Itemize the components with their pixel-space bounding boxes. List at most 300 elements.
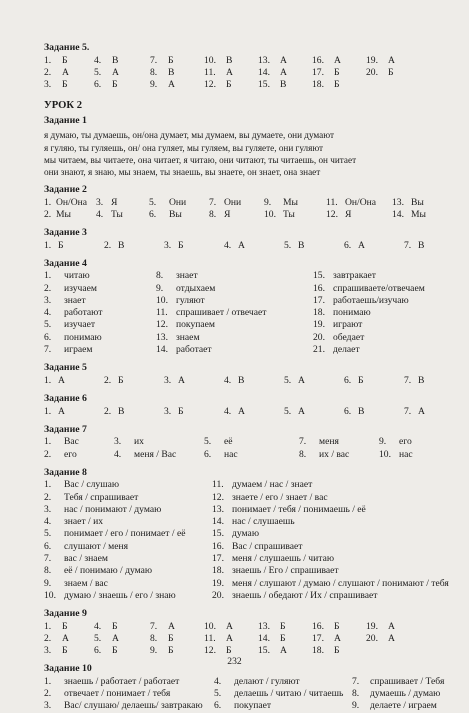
answer-value: завтракает	[333, 270, 376, 282]
answer-value: А	[358, 239, 365, 251]
item-number: 7.	[150, 620, 158, 632]
item-number: 4.	[114, 448, 122, 460]
answer-value: Б	[280, 620, 286, 632]
answer-value: Б	[112, 645, 118, 657]
task-1-section	[44, 115, 444, 178]
item-number: 11.	[204, 632, 216, 644]
answer-value: А	[226, 620, 233, 632]
item-number: 1.	[44, 374, 52, 386]
item-number: 17.	[312, 66, 324, 78]
item-number: 2.	[44, 208, 52, 220]
answer-value: знает	[64, 294, 86, 306]
item-number: 5.	[204, 436, 212, 448]
answer-value: меня / Вас	[134, 448, 177, 460]
answer-value: работает	[176, 343, 212, 355]
answer-value: понимаю	[64, 331, 102, 343]
item-number: 13.	[258, 620, 270, 632]
answer-value: спрашивает / отвечает	[176, 307, 267, 319]
item-number: 5.	[149, 196, 157, 208]
item-number: 4.	[44, 516, 52, 528]
item-number: 15.	[212, 528, 224, 540]
item-number: 5.	[94, 66, 102, 78]
task-1-line: они знают, я знаю, мы знаем, ты знаешь, вы знаете, он знает, она знает	[44, 166, 321, 177]
answer-value: Б	[62, 620, 68, 632]
answer-value: Вас	[64, 436, 79, 448]
answer-value: изучает	[64, 319, 96, 331]
task-9-section	[44, 608, 444, 657]
answer-value: работают	[64, 307, 103, 319]
item-number: 10.	[204, 54, 216, 66]
answer-value: А	[334, 54, 341, 66]
answer-value: Вас / слушаю	[64, 479, 120, 491]
answer-value: покупаем	[176, 319, 215, 331]
item-number: 8.	[150, 66, 158, 78]
answer-value: Они	[169, 196, 187, 208]
item-number: 8.	[156, 270, 164, 282]
item-number: 16.	[313, 282, 325, 294]
answer-value: знаем	[176, 331, 200, 343]
answer-value: знает / их	[64, 516, 104, 528]
item-number: 3.	[164, 374, 172, 386]
item-number: 21.	[313, 343, 325, 355]
item-number: 10.	[204, 620, 216, 632]
answer-value: Я	[345, 208, 352, 220]
task-4-title: Задание 4	[44, 257, 87, 269]
answer-value: В	[358, 405, 365, 417]
answer-value: В	[112, 54, 119, 66]
item-number: 14.	[156, 343, 168, 355]
task-2-answers	[44, 197, 444, 222]
answer-value: Ты	[111, 208, 123, 220]
item-number: 12.	[156, 319, 168, 331]
item-number: 7.	[352, 675, 360, 687]
task-6-title: Задание 6	[44, 393, 87, 405]
answer-value: А	[298, 374, 305, 386]
answer-value: её / понимаю / думаю	[64, 565, 153, 577]
answer-value: думаем / нас / знает	[232, 479, 313, 491]
answer-value: вас / знаем	[64, 553, 108, 564]
item-number: 7.	[404, 405, 412, 417]
task-10-answers	[44, 676, 444, 713]
item-number: 5.	[94, 632, 102, 644]
item-number: 9.	[352, 700, 360, 712]
task-3-section	[44, 227, 444, 252]
item-number: 1.	[44, 675, 52, 687]
item-number: 7.	[209, 196, 217, 208]
task-5b-answers	[44, 375, 444, 387]
answer-value: Б	[62, 54, 68, 66]
item-number: 3.	[44, 700, 52, 712]
task-9-answers	[44, 621, 444, 658]
item-number: 13.	[258, 54, 270, 66]
item-number: 3.	[44, 645, 52, 657]
item-number: 8.	[44, 565, 52, 577]
answer-value: А	[58, 405, 65, 417]
answer-value: Б	[388, 66, 394, 78]
item-number: 6.	[149, 208, 157, 220]
answer-value: В	[118, 239, 125, 251]
answer-value: Ты	[283, 208, 295, 220]
item-number: 6.	[344, 374, 352, 386]
item-number: 6.	[204, 448, 212, 460]
task-4-section	[44, 258, 444, 356]
answer-value: спрашивает / Тебя	[370, 675, 445, 687]
item-number: 2.	[44, 491, 52, 503]
item-number: 19.	[366, 620, 378, 632]
answer-value: меня / слушаешь / читаю	[232, 553, 335, 564]
item-number: 7.	[44, 343, 52, 355]
answer-value: знаем / вас	[64, 577, 108, 589]
item-number: 20.	[366, 66, 378, 78]
item-number: 5.	[44, 319, 52, 331]
task-3-title: Задание 3	[44, 227, 87, 239]
task-5b-section	[44, 362, 444, 387]
task-9-title: Задание 9	[44, 608, 87, 620]
task-8-section	[44, 466, 449, 602]
answer-value: думаю	[232, 528, 259, 540]
task-1-line: я гуляю, ты гуляешь, он/ она гуляет, мы гуляем, вы гуляете, они гуляют	[44, 142, 324, 153]
task-7-answers	[44, 436, 444, 461]
answer-value: их	[134, 436, 144, 448]
task-2-section	[44, 184, 444, 221]
answer-value: Они	[224, 196, 242, 208]
item-number: 1.	[44, 479, 52, 491]
item-number: 1.	[44, 54, 52, 66]
answer-value	[388, 79, 400, 91]
answer-value: В	[118, 405, 125, 417]
item-number: 5.	[284, 374, 292, 386]
answer-value: думаю / знаешь / его / знаю	[64, 589, 176, 601]
task-10-title: Задание 10	[44, 663, 92, 675]
answer-value: А	[62, 632, 69, 644]
answer-value: нас / слушаешь	[232, 516, 295, 528]
answer-value: спрашиваете/отвечаем	[333, 282, 425, 294]
item-number: 19.	[313, 319, 325, 331]
page-content	[44, 40, 449, 713]
answer-value: А	[238, 405, 245, 417]
item-number: 2.	[104, 239, 112, 251]
answer-value: А	[168, 620, 175, 632]
item-number: 4.	[224, 239, 232, 251]
task-1-text	[44, 129, 444, 178]
answer-value: Б	[226, 79, 232, 91]
item-number: 6.	[214, 700, 222, 712]
item-number: 8.	[209, 208, 217, 220]
answer-value: Вы	[169, 208, 182, 220]
answer-value: Он/Она	[345, 196, 377, 208]
answer-value: А	[388, 54, 395, 66]
item-number: 20.	[366, 632, 378, 644]
task-5-section	[44, 42, 444, 91]
answer-value: В	[418, 374, 425, 386]
item-number: 6.	[344, 405, 352, 417]
answer-value: делаешь / читаю / читаешь	[234, 688, 344, 700]
answer-value: В	[418, 239, 425, 251]
answer-value: понимаю	[333, 307, 371, 319]
item-number: 2.	[44, 688, 52, 700]
item-number: 15.	[258, 645, 270, 657]
item-number: 7.	[404, 374, 412, 386]
answer-value: А	[280, 54, 287, 66]
page-number: 232	[227, 656, 242, 667]
task-1-title: Задание 1	[44, 114, 87, 126]
item-number: 11.	[212, 479, 224, 491]
answer-value: Б	[62, 645, 68, 657]
answer-value: Я	[111, 196, 118, 208]
item-number: 5.	[44, 528, 52, 540]
answer-value: А	[238, 239, 245, 251]
answer-value: Б	[112, 79, 118, 91]
answer-value: покупает	[234, 700, 272, 712]
item-number: 13.	[392, 196, 404, 208]
item-number: 3.	[44, 294, 52, 306]
answer-value: понимает / тебя / понимаешь / её	[232, 503, 366, 515]
item-number: 2.	[44, 66, 52, 78]
answer-value: Б	[62, 79, 68, 91]
answer-value: делают / гуляют	[234, 675, 300, 687]
task-5-title: Задание 5.	[44, 42, 90, 53]
answer-value: обедает	[333, 331, 365, 343]
answer-value: А	[418, 405, 425, 417]
answer-value: её	[224, 436, 233, 448]
answer-value: В	[298, 239, 305, 251]
item-number: 12.	[326, 208, 338, 220]
answer-value: понимает / его / понимает / её	[64, 528, 186, 540]
item-number: 16.	[212, 540, 224, 552]
answer-value: Мы	[56, 208, 71, 220]
task-4-answers	[44, 270, 444, 356]
answer-value: Б	[112, 620, 118, 632]
task-1-line: мы читаем, вы читаете, она читает, я читаю, они читают, ты читаешь, он читает	[44, 154, 357, 165]
item-number: 5.	[214, 688, 222, 700]
answer-value: А	[334, 632, 341, 644]
answer-value: Б	[178, 405, 184, 417]
answer-value: Б	[168, 632, 174, 644]
item-number: 8.	[352, 688, 360, 700]
task-3-answers	[44, 240, 444, 252]
item-number: 16.	[312, 54, 324, 66]
answer-value: гуляют	[176, 294, 205, 306]
answer-value: А	[112, 66, 119, 78]
item-number: 17.	[312, 632, 324, 644]
answer-value: Б	[168, 645, 174, 657]
item-number: 11.	[156, 307, 168, 319]
answer-value: играют	[333, 319, 363, 331]
item-number: 2.	[44, 448, 52, 460]
item-number: 6.	[344, 239, 352, 251]
item-number: 18.	[312, 79, 324, 91]
answer-value: Б	[334, 79, 340, 91]
item-number: 10.	[379, 448, 391, 460]
answer-value: меня	[319, 436, 339, 448]
item-number: 18.	[313, 307, 325, 319]
item-number: 7.	[299, 436, 307, 448]
answer-value: Б	[358, 374, 364, 386]
item-number: 2.	[104, 374, 112, 386]
task-7-title: Задание 7	[44, 423, 87, 435]
answer-value: нас	[399, 448, 413, 460]
item-number: 10.	[44, 589, 56, 601]
item-number: 10.	[264, 208, 276, 220]
task-7-section	[44, 424, 444, 461]
item-number: 2.	[104, 405, 112, 417]
answer-value: нас	[224, 448, 238, 460]
item-number: 14.	[258, 66, 270, 78]
item-number: 15.	[313, 270, 325, 282]
answer-value: делаете / играем	[370, 700, 437, 712]
item-number	[366, 79, 388, 91]
item-number: 5.	[284, 405, 292, 417]
item-number: 3.	[114, 436, 122, 448]
item-number: 2.	[44, 282, 52, 294]
item-number: 4.	[96, 208, 104, 220]
answer-value: Б	[178, 239, 184, 251]
answer-value: Он/Она	[56, 196, 88, 208]
answer-value: Б	[118, 374, 124, 386]
task-10-section	[44, 663, 444, 712]
answer-value: А	[168, 79, 175, 91]
answer-value: Б	[334, 620, 340, 632]
item-number: 9.	[150, 79, 158, 91]
answer-value: В	[226, 54, 233, 66]
answer-value: знает	[176, 270, 198, 282]
item-number: 2.	[44, 632, 52, 644]
answer-value: В	[280, 79, 287, 91]
answer-value: А	[178, 374, 185, 386]
item-number: 10.	[156, 294, 168, 306]
item-number: 6.	[94, 645, 102, 657]
answer-value: отвечает / понимает / тебя	[64, 688, 171, 700]
answer-value: Тебя / спрашивает	[64, 491, 139, 503]
item-number: 9.	[264, 196, 272, 208]
answer-value: читаю	[64, 270, 90, 282]
answer-value: Мы	[283, 196, 298, 208]
item-number: 6.	[44, 331, 52, 343]
item-number: 9.	[379, 436, 387, 448]
answer-value: Б	[58, 239, 64, 251]
answer-value: В	[168, 66, 175, 78]
answer-value: знаешь / работает / работает	[64, 675, 180, 687]
answer-value: делает	[333, 343, 360, 355]
item-number: 1.	[44, 620, 52, 632]
item-number: 1.	[44, 436, 52, 448]
item-number: 3.	[164, 239, 172, 251]
lesson-title: УРОК 2	[44, 100, 83, 112]
item-number: 3.	[44, 503, 52, 515]
item-number: 13.	[156, 331, 168, 343]
answer-value: слушают / меня	[64, 540, 129, 552]
item-number: 17.	[313, 294, 325, 306]
item-number: 18.	[312, 645, 324, 657]
answer-value: знаешь / Его / спрашивает	[232, 565, 339, 577]
answer-value: Б	[168, 54, 174, 66]
item-number: 1.	[44, 239, 52, 251]
answer-value: Б	[334, 66, 340, 78]
task-6-section	[44, 393, 444, 418]
item-number: 4.	[224, 374, 232, 386]
answer-value: отдыхаем	[176, 282, 216, 294]
task-1-line: я думаю, ты думаешь, он/она думает, мы думаем, вы думаете, они думают	[44, 130, 335, 141]
item-number: 3.	[164, 405, 172, 417]
item-number: 4.	[94, 54, 102, 66]
answer-value: Б	[334, 645, 340, 657]
task-5-answers	[44, 55, 444, 92]
item-number: 1.	[44, 270, 52, 282]
item-number: 3.	[44, 79, 52, 91]
item-number: 15.	[258, 79, 270, 91]
answer-value: Б	[226, 645, 232, 657]
item-number: 13.	[212, 503, 224, 515]
answer-value: А	[58, 374, 65, 386]
answer-value: Вы	[411, 196, 424, 208]
answer-value: работаешь/изучаю	[333, 294, 409, 306]
answer-value: Вас/ слушаю/ делаешь/ завтракаю	[64, 700, 203, 712]
item-number: 9.	[150, 645, 158, 657]
item-number: 7.	[404, 239, 412, 251]
item-number: 20.	[212, 589, 224, 601]
answer-value: А	[226, 632, 233, 644]
answer-value: А	[280, 645, 287, 657]
answer-value: думаешь / думаю	[370, 688, 441, 700]
answer-value: А	[112, 632, 119, 644]
answer-value: Я	[224, 208, 231, 220]
item-number: 11.	[204, 66, 216, 78]
item-number: 17.	[212, 553, 224, 564]
answer-value: нас / понимают / думаю	[64, 503, 162, 515]
answer-value: его	[399, 436, 412, 448]
item-number: 4.	[214, 675, 222, 687]
answer-value: знаешь / обедают / Их / спрашивает	[232, 589, 378, 601]
answer-value: знаете / его / знает / вас	[232, 491, 328, 503]
item-number: 14.	[392, 208, 404, 220]
item-number: 4.	[224, 405, 232, 417]
answer-value: Мы	[411, 208, 426, 220]
item-number: 5.	[284, 239, 292, 251]
item-number: 18.	[212, 565, 224, 577]
item-number: 4.	[94, 620, 102, 632]
task-6-answers	[44, 406, 444, 418]
answer-value: А	[388, 620, 395, 632]
item-number: 19.	[212, 577, 224, 589]
item-number: 19.	[366, 54, 378, 66]
item-number: 12.	[212, 491, 224, 503]
item-number: 20.	[313, 331, 325, 343]
item-number: 8.	[299, 448, 307, 460]
item-number: 12.	[204, 645, 216, 657]
answer-value: А	[280, 66, 287, 78]
item-number: 9.	[44, 577, 52, 589]
item-number: 14.	[212, 516, 224, 528]
item-number: 11.	[326, 196, 338, 208]
answer-value: А	[226, 66, 233, 78]
answer-value: Вас / спрашивает	[232, 540, 303, 552]
item-number: 7.	[150, 54, 158, 66]
task-2-title: Задание 2	[44, 183, 87, 195]
task-8-answers	[44, 479, 449, 602]
answer-value: А	[388, 632, 395, 644]
answer-value: А	[298, 405, 305, 417]
item-number: 14.	[258, 632, 270, 644]
answer-value: В	[238, 374, 245, 386]
item-number: 12.	[204, 79, 216, 91]
answer-value: его	[64, 448, 77, 460]
item-number: 16.	[312, 620, 324, 632]
answer-value: их / вас	[319, 448, 350, 460]
answer-value: Б	[280, 632, 286, 644]
item-number: 7.	[44, 553, 52, 564]
item-number: 4.	[44, 307, 52, 319]
answer-value: изучаем	[64, 282, 97, 294]
